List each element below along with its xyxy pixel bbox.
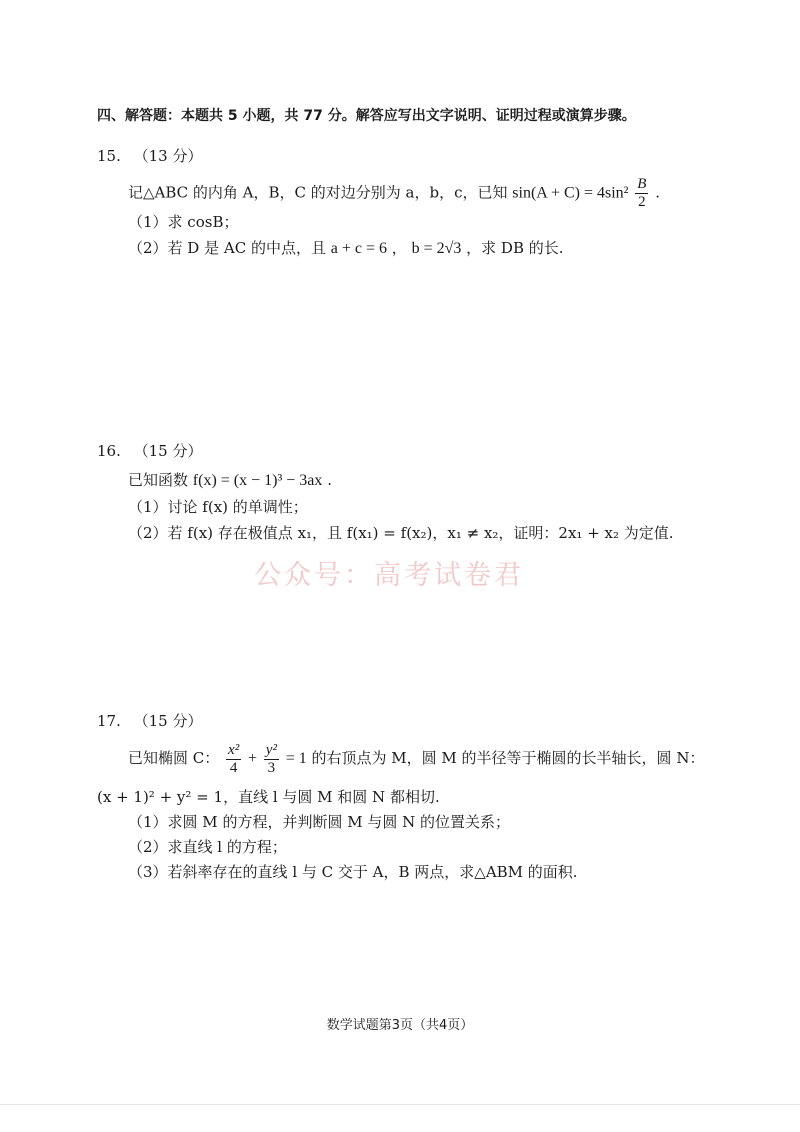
q16-stem <box>128 470 332 491</box>
q15-part1: （1）求 cosB； <box>128 213 239 231</box>
q17-stem-prefix: 已知椭圆 C： <box>128 749 220 767</box>
q15-part2-eq1: a + c = 6 <box>330 240 387 257</box>
q17-part1: （1）求圆 M 的方程，并判断圆 M 与圆 N 的位置关系； <box>128 813 510 831</box>
q16-number: 16. <box>97 442 121 460</box>
q17-frac2-numerator: y² <box>265 741 277 758</box>
q17-frac1-denominator: 4 <box>229 759 238 776</box>
q15-part2 <box>128 238 564 259</box>
q15-fraction <box>635 176 648 211</box>
q16-stem-prefix: 已知函数 <box>128 471 189 489</box>
q15-frac-denominator: 2 <box>638 194 646 210</box>
q17-stem-suffix: 的右顶点为 M，圆 M 的半径等于椭圆的长半轴长，圆 N： <box>311 749 705 767</box>
q17-part3: （3）若斜率存在的直线 l 与 C 交于 A，B 两点，求△ABM 的面积. <box>128 863 578 881</box>
q15-stem <box>128 176 660 211</box>
q16-stem-equation: f(x) = (x − 1)³ − 3ax <box>192 472 323 489</box>
q17-frac1-numerator: x² <box>228 741 240 758</box>
q15-frac-numerator: B <box>637 176 647 192</box>
q16-score: （15 分） <box>133 442 203 460</box>
q17-stem <box>128 740 704 777</box>
q16-part1: （1）讨论 f(x) 的单调性； <box>128 498 308 516</box>
q15-part2-prefix: （2）若 D 是 AC 的中点，且 <box>128 239 326 257</box>
q17-eq-end: = 1 <box>285 750 307 767</box>
watermark: 公众号：高考试卷君 <box>254 560 524 591</box>
q17-frac2-denominator: 3 <box>267 759 276 776</box>
q16-heading <box>97 441 203 461</box>
q17-plus: + <box>247 750 257 767</box>
q15-number: 15. <box>97 147 121 165</box>
q17-stem-line2: (x + 1)² + y² = 1，直线 l 与圆 M 和圆 N 都相切. <box>97 788 440 806</box>
q17-part2: （2）求直线 l 的方程； <box>128 838 287 856</box>
q15-part2-eq2: b = 2√3 <box>411 240 462 257</box>
q16-stem-end: . <box>327 471 332 489</box>
q17-fraction-x <box>226 742 241 777</box>
q15-score: （13 分） <box>133 147 203 165</box>
q17-score: （15 分） <box>133 712 203 730</box>
q15-stem-equation: sin(A + C) = 4sin² <box>512 184 629 202</box>
page-footer: 数学试题第3页（共4页） <box>326 1018 474 1033</box>
q15-heading <box>97 146 203 166</box>
q17-heading <box>97 711 203 731</box>
q16-part2: （2）若 f(x) 存在极值点 x₁，且 f(x₁) = f(x₂)，x₁ ≠ x₂，证明：2x₁ + x₂ 为定值. <box>128 524 674 542</box>
section-header: 四、解答题：本题共 5 小题，共 77 分。解答应写出文字说明、证明过程或演算步骤。 <box>97 108 636 124</box>
bottom-divider <box>0 1104 800 1105</box>
q15-part2-suffix: ，求 DB 的长. <box>466 239 564 257</box>
q15-part2-sep: ， <box>391 239 407 257</box>
q17-number: 17. <box>97 712 121 730</box>
q15-stem-end: . <box>655 183 660 202</box>
q15-stem-prefix: 记△ABC 的内角 A，B，C 的对边分别为 a，b，c，已知 <box>128 183 508 202</box>
q17-fraction-y <box>264 742 279 777</box>
